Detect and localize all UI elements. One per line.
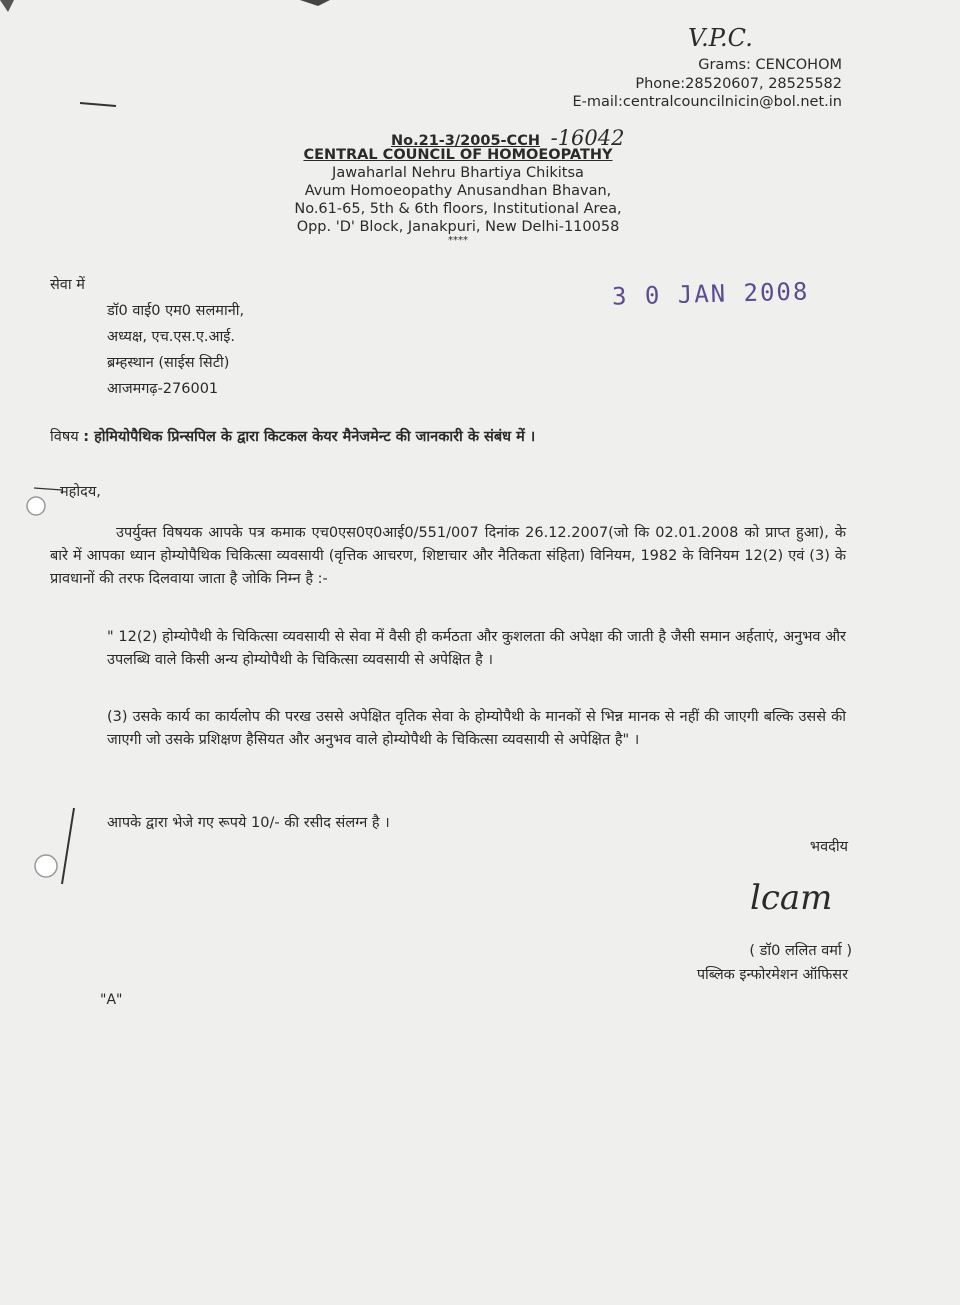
- stars: ****: [448, 235, 468, 246]
- org-name: CENTRAL COUNCIL OF HOMOEOPATHY: [303, 147, 613, 163]
- signatory-title: पब्लिक इन्फोरमेशन ऑफिसर: [696, 967, 848, 983]
- letterhead: [250, 146, 666, 246]
- closing-yours: भवदीय: [809, 839, 848, 855]
- email-line: E-mail:centralcouncilnicin@bol.net.in: [572, 94, 842, 110]
- reference-handwritten: -16042: [550, 126, 625, 150]
- grams-line: Grams: CENCOHOM: [698, 57, 842, 73]
- receipt-line: आपके द्वारा भेजे गए रूपये 10/- की रसीद संलग्न है ।: [107, 815, 390, 831]
- subject-line: [50, 426, 535, 446]
- date-stamp: 3 0 JAN 2008: [611, 277, 810, 311]
- body-paragraph-1: उपर्युक्त विषयक आपके पत्र कमाक एच0एस0ए0आई0/551/007 दिनांक 26.12.2007(जो कि 02.01.2008 को प्राप्त हुआ), के बारे में आपका ध्यान होम्योपैथिक चिकित्सा व्यवसायी (वृत्तिक आचरण, शिष्टाचार और नैतिकता संहिता) विनियम, 1982 के विनियम 12(2) एवं (3) के प्रावधानों की तरफ दिलवाया जाता है जोकि निम्न है :-: [50, 525, 846, 587]
- address-line-3: No.61-65, 5th & 6th floors, Institutional Area,: [294, 201, 622, 217]
- recipient-to: सेवा में: [50, 277, 85, 293]
- contact-block: [635, 56, 842, 94]
- address-line-2: Avum Homoeopathy Anusandhan Bhavan,: [304, 183, 612, 199]
- signatory-name: ( डॉ0 ललित वर्मा ): [749, 943, 852, 959]
- body-quote-1: " 12(2) होम्योपैथी के चिकित्सा व्यवसायी से सेवा में वैसी ही कर्मठता और कुशलता की अपेक्षा की जाती है जैसी समान अर्हताएं, अनुभव और उपलब्धि वाले किसी अन्य होम्योपैथी के चिकित्सा व्यवसायी से अपेक्षित है ।: [107, 629, 846, 668]
- address-line-1: Jawaharlal Nehru Bhartiya Chikitsa: [332, 165, 584, 181]
- recipient-designation: अध्यक्ष, एच.एस.ए.आई.: [107, 329, 235, 345]
- body-quote-2: (3) उसके कार्य का कार्यलोप की परख उससे अपेक्षित वृतिक सेवा के होम्योपैथी के मानकों से भिन्न मानक से नहीं की जाएगी बल्कि उससे की जाएगी जो उसके प्रशिक्षण हैसियत और अनुभव वाले होम्योपैथी के चिकित्सा व्यवसायी से अपेक्षित है" ।: [107, 709, 846, 748]
- address-line-4: Opp. 'D' Block, Janakpuri, New Delhi-110058: [296, 219, 620, 235]
- recipient-name: डॉ0 वाई0 एम0 सलमानी,: [107, 303, 245, 319]
- handwritten-initials: V.P.C.: [688, 24, 753, 52]
- recipient-city: आजमगढ़-276001: [107, 381, 219, 397]
- greeting: महोदय,: [60, 484, 101, 500]
- reference-number: No.21-3/2005-CCH: [391, 133, 540, 149]
- phone-line: Phone:28520607, 28525582: [635, 76, 842, 92]
- subject-label: विषय: [50, 429, 79, 445]
- footer-mark: "A": [100, 992, 123, 1008]
- subject-text: : होमियोपैथिक प्रिन्सपिल के द्वारा किटकल केयर मैनेजमेन्ट की जानकारी के संबंध में ।: [83, 429, 536, 445]
- recipient-location: ब्रम्हस्थान (साईस सिटी): [107, 355, 230, 371]
- recipient-address: [107, 298, 244, 402]
- signature: lcam: [750, 878, 833, 918]
